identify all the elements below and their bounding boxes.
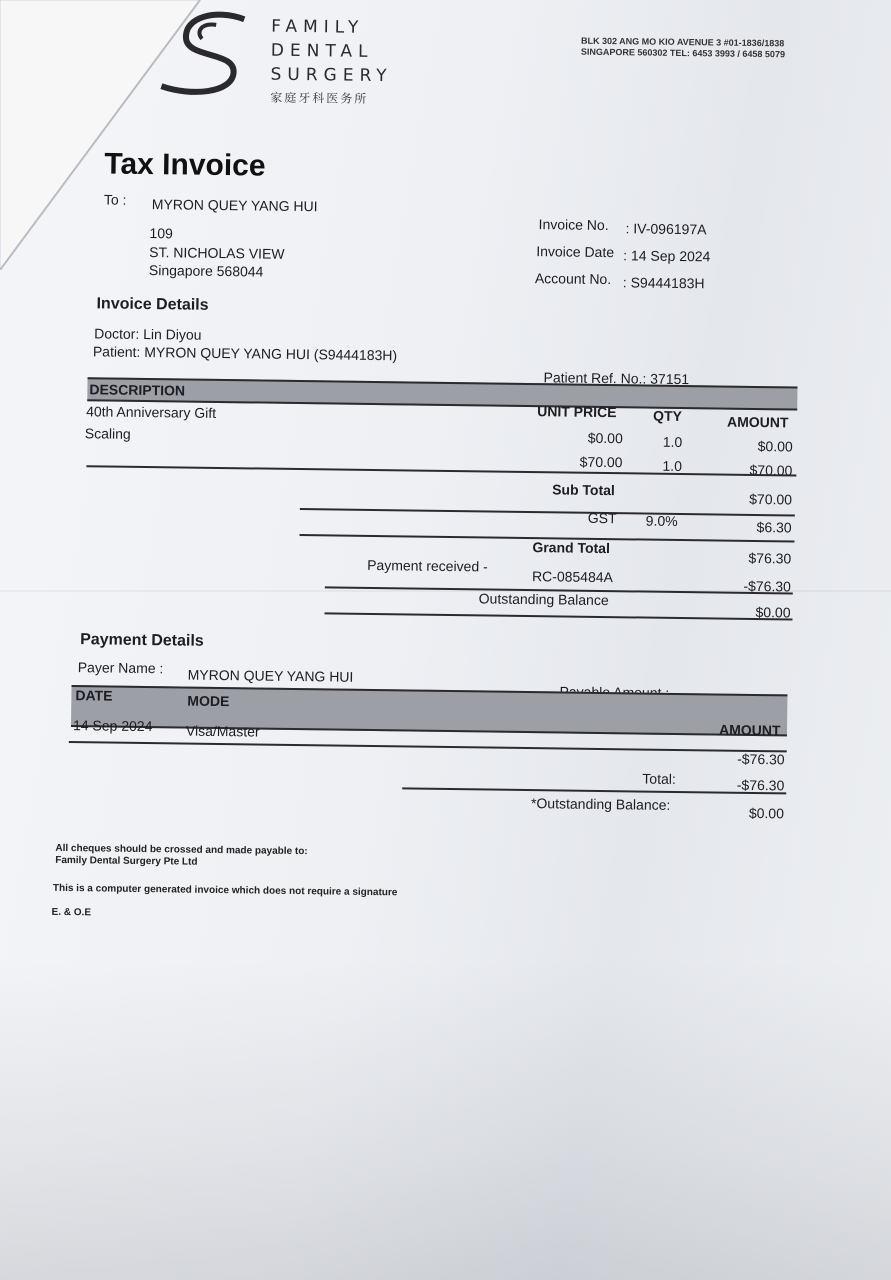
subtotal-rule bbox=[300, 508, 795, 516]
payment-total-label: Total: bbox=[642, 770, 676, 787]
clinic-name-chinese: 家庭牙科医务所 bbox=[270, 90, 369, 106]
outstanding-value: $0.00 bbox=[755, 604, 791, 621]
payment-outstanding-label: *Outstanding Balance: bbox=[530, 795, 671, 813]
col-mode: MODE bbox=[187, 692, 230, 710]
item-description: 40th Anniversary Gift bbox=[86, 403, 217, 421]
item-unit-price: $70.00 bbox=[579, 453, 623, 471]
invoice-no-value: : IV-096197A bbox=[625, 220, 707, 238]
recipient-address-line2: ST. NICHOLAS VIEW bbox=[149, 244, 285, 262]
invoice-details-heading: Invoice Details bbox=[96, 295, 209, 314]
payment-details-heading: Payment Details bbox=[80, 631, 204, 650]
payment-row-amount: -$76.30 bbox=[737, 750, 785, 768]
account-no-value: : S9444183H bbox=[622, 274, 705, 292]
footer-eoe: E. & O.E bbox=[51, 906, 92, 919]
payment-date: 14 Sep 2024 bbox=[72, 717, 153, 735]
folded-corner bbox=[0, 0, 230, 270]
gst-rate: 9.0% bbox=[645, 512, 678, 529]
footer-payee: Family Dental Surgery Pte Ltd bbox=[55, 854, 198, 868]
account-no-label: Account No. bbox=[534, 270, 612, 288]
item-description: Scaling bbox=[84, 425, 131, 442]
gst-label: GST bbox=[587, 509, 617, 527]
clinic-address-line1: BLK 302 ANG MO KIO AVENUE 3 #01-1836/1838 bbox=[580, 35, 785, 49]
payment-rows-rule bbox=[69, 741, 787, 752]
col-amount: AMOUNT bbox=[726, 413, 789, 431]
clinic-name-line2: DENTAL bbox=[270, 40, 374, 62]
recipient-address-line1: 109 bbox=[149, 225, 173, 242]
invoice-date-value: : 14 Sep 2024 bbox=[623, 247, 711, 265]
col-payment-amount: AMOUNT bbox=[718, 721, 781, 739]
payment-amount: -$76.30 bbox=[743, 577, 792, 595]
footer-cheque-note: All cheques should be crossed and made payable to: bbox=[55, 842, 308, 858]
gst-value: $6.30 bbox=[756, 519, 792, 536]
payment-received-label: Payment received - bbox=[367, 556, 488, 575]
patient-ref: Patient Ref. No.: 37151 bbox=[543, 369, 690, 388]
col-date: DATE bbox=[75, 687, 113, 704]
payment-ref: RC-085484A bbox=[531, 568, 614, 586]
invoice-date-label: Invoice Date bbox=[536, 243, 615, 261]
clinic-name-line3: SURGERY bbox=[270, 64, 393, 87]
clinic-address-line2: SINGAPORE 560302 TEL: 6453 3993 / 6458 5079 bbox=[580, 46, 786, 60]
outstanding-label: Outstanding Balance bbox=[478, 590, 609, 609]
payer-name-label: Payer Name : bbox=[77, 659, 164, 677]
item-amount: $0.00 bbox=[757, 438, 793, 455]
item-qty: 1.0 bbox=[662, 433, 683, 451]
payment-table-header bbox=[71, 685, 787, 736]
recipient-address-line3: Singapore 568044 bbox=[148, 262, 264, 280]
item-qty: 1.0 bbox=[662, 457, 683, 475]
to-label: To : bbox=[103, 191, 127, 208]
invoice-no-label: Invoice No. bbox=[538, 216, 609, 234]
payment-total-value: -$76.30 bbox=[736, 776, 785, 794]
subtotal-label: Sub Total bbox=[552, 481, 615, 499]
payment-mode: Visa/Master bbox=[185, 722, 260, 740]
item-unit-price: $0.00 bbox=[587, 429, 623, 447]
footer-signature-note: This is a computer generated invoice which does not require a signature bbox=[52, 882, 398, 899]
items-bottom-rule bbox=[86, 465, 796, 476]
doctor-name: Doctor: Lin Diyou bbox=[94, 325, 202, 343]
patient-name: Patient: MYRON QUEY YANG HUI (S9444183H) bbox=[92, 343, 398, 364]
item-amount: $70.00 bbox=[749, 461, 793, 479]
payment-outstanding-value: $0.00 bbox=[748, 804, 785, 822]
subtotal-value: $70.00 bbox=[749, 490, 793, 508]
grand-total-value: $76.30 bbox=[748, 549, 792, 567]
invoice-title: Tax Invoice bbox=[104, 147, 266, 183]
col-qty: QTY bbox=[653, 407, 683, 425]
payer-name-value: MYRON QUEY YANG HUI bbox=[187, 666, 354, 685]
col-unit-price: UNIT PRICE bbox=[537, 403, 617, 421]
clinic-name-line1: FAMILY bbox=[271, 16, 365, 38]
col-description: DESCRIPTION bbox=[89, 381, 186, 399]
recipient-name: MYRON QUEY YANG HUI bbox=[151, 196, 318, 215]
grand-total-label: Grand Total bbox=[532, 539, 611, 557]
